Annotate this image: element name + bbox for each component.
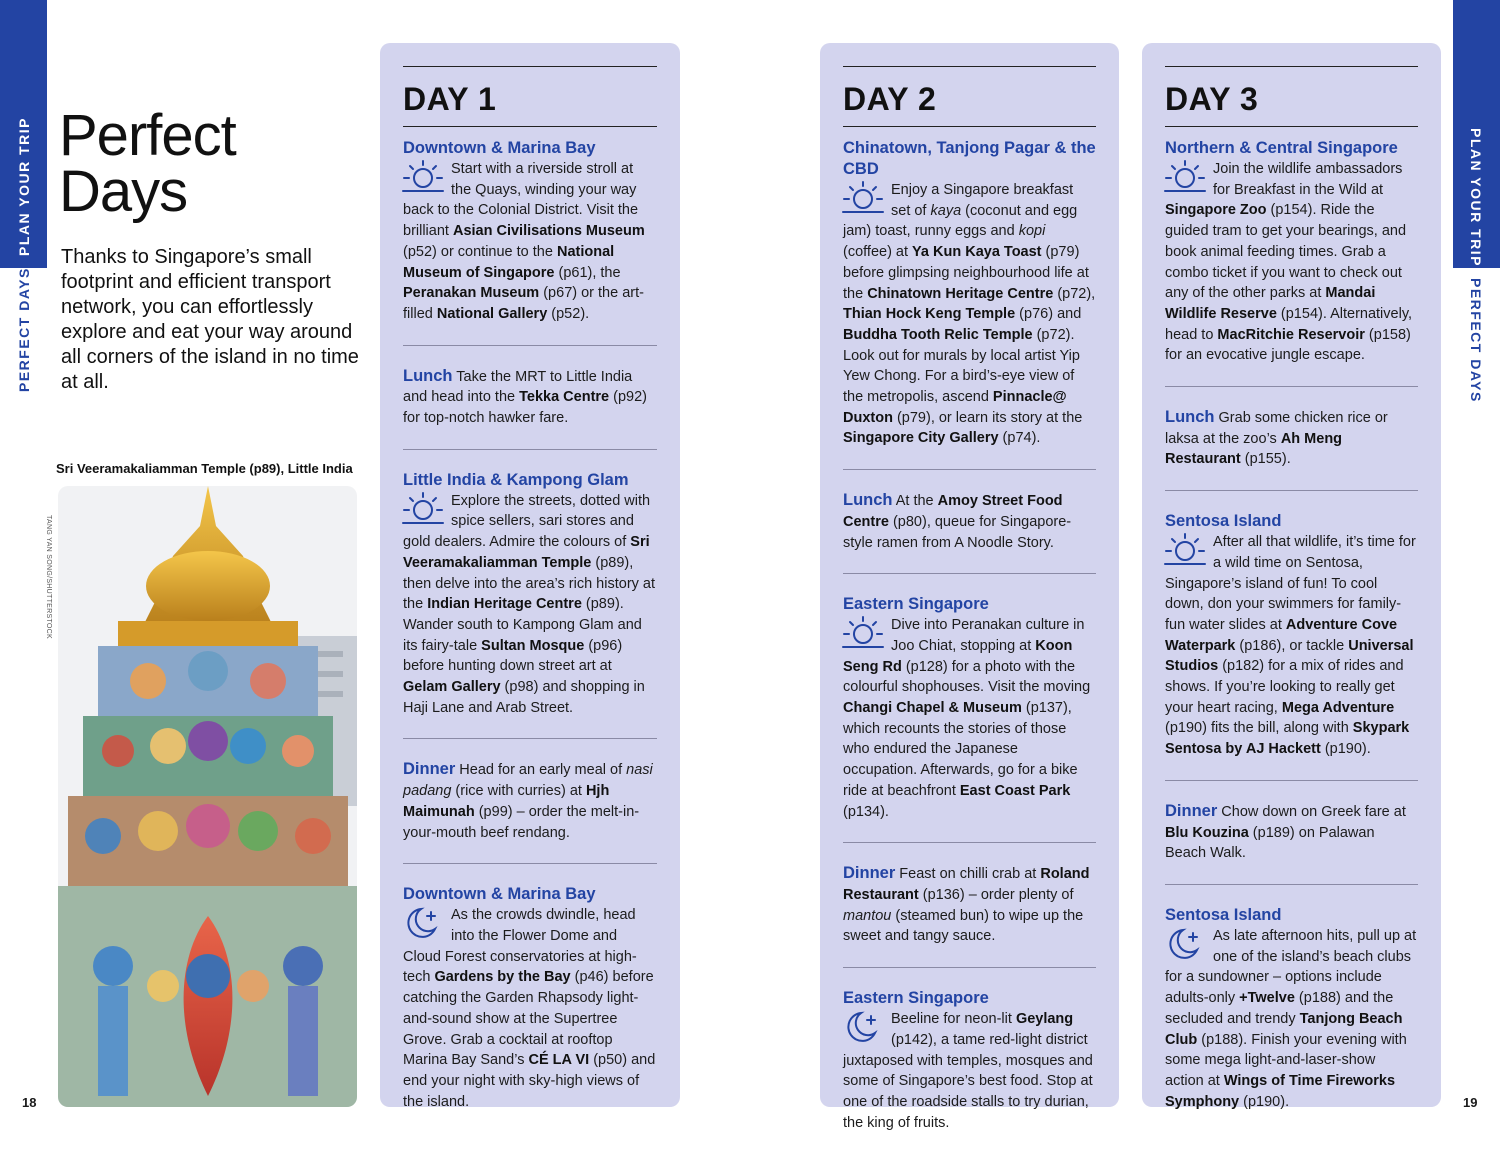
itinerary-section-inline [843, 863, 1096, 947]
itinerary-section-inline [1165, 801, 1418, 864]
meal-label: Lunch [403, 366, 453, 385]
page-title [59, 103, 236, 224]
section-text: As the crowds dwindle, head into the Flower Dome and Cloud Forest conservatories at high-tech Gardens by the Bay (p46) before catching the Garden Rhapsody light-and-sound show at the Supertree Grove. Grab a cocktail at rooftop Marina Bay Sand’s CÉ LA VI (p50) and end your night with sky-high views of the island. [403, 905, 657, 1112]
section-text: Explore the streets, dotted with spice sellers, sari stores and gold dealers. Admire the colours of Sri Veeramakaliamman Temple (p89), then delve into the area’s rich history at the Indian Heritage Centre (p89). Wander south to Kampong Glam and its fairy-tale Sultan Mosque (p96) before hunting down street art at Gelam Gallery (p98) and shopping in Haji Lane and Arab Street. [403, 491, 657, 719]
day-title: DAY 3 [1165, 67, 1418, 127]
meal-label: Dinner [843, 864, 896, 883]
meal-label: Lunch [1165, 408, 1215, 427]
section-text: Head for an early meal of nasi padang (rice with curries) at Hjh Maimunah (p99) – order the melt-in-your-mouth beef rendang. [403, 762, 653, 841]
left-section-tab [0, 0, 47, 400]
section-text: Chow down on Greek fare at Blu Kouzina (p189) on Palawan Beach Walk. [1165, 803, 1406, 862]
area-title: Northern & Central Singapore [1165, 139, 1398, 157]
itinerary-section-inline [843, 490, 1096, 553]
tab-perfect-days-right: PERFECT DAYS [1468, 278, 1484, 403]
itinerary-section-afternoon [1165, 511, 1418, 760]
section-divider [403, 738, 657, 739]
area-title: Eastern Singapore [843, 989, 989, 1008]
section-text: After all that wildlife, it’s time for a wild time on Sentosa, Singapore’s island of fun! To cool down, don your swimmers for family-fun water slides at Adventure Cove Waterpark (p186), or tackle Universal Studios (p182) for a mix of rides and shows. If you’re looking to really get your heart racing, Mega Adventure (p190) fits the bill, along with Skypark Sentosa by AJ Hackett (p190). [1165, 532, 1418, 760]
sun-icon [401, 158, 445, 194]
itinerary-section-morning [1165, 138, 1418, 366]
section-text: Join the wildlife ambassadors for Breakfast in the Wild at Singapore Zoo (p154). Ride the guided tram to get your bearings, and book animal feeding times. Grab a combo ticket if you want to check out any of the other parks at Mandai Wildlife Reserve (p154). Alternatively, head to MacRitchie Reservoir (p158) for an evocative jungle escape. [1165, 159, 1418, 366]
section-text: Feast on chilli crab at Roland Restaurant (p136) – order plenty of mantou (steamed bun) to wipe up the sweet and tangy sauce. [843, 866, 1090, 945]
area-title: Sentosa Island [1165, 512, 1282, 531]
area-title: Chinatown, Tanjong Pagar & the CBD [843, 139, 1096, 178]
area-title: Downtown & Marina Bay [403, 885, 596, 904]
itinerary-section-morning [843, 138, 1096, 449]
day-card-2-content [843, 66, 1096, 1133]
photo-credit: TANG YAN SONG/SHUTTERSTOCK [45, 515, 52, 639]
page-number-right: 19 [1463, 1095, 1478, 1110]
section-divider [1165, 884, 1418, 885]
itinerary-section-night [843, 988, 1096, 1133]
section-text: Enjoy a Singapore breakfast set of kaya (coconut and egg jam) toast, runny eggs and kopi (coffee) at Ya Kun Kaya Toast (p79) before glimpsing neighbourhood life at the Chinatown Heritage Centre (p72), Thian Hock Keng Temple (p76) and Buddha Tooth Relic Temple (p72). Look out for murals by local artist Yip Yew Chong. For a bird’s-eye view of the metropolis, ascend Pinnacle@ Duxton (p79), or learn its story at the Singapore City Gallery (p74). [843, 180, 1096, 449]
section-divider [403, 345, 657, 346]
section-divider [843, 842, 1096, 843]
day-title: DAY 1 [403, 67, 657, 127]
itinerary-section-afternoon [403, 470, 657, 719]
section-text: As late afternoon hits, pull up at one of the island’s beach clubs for a sundowner – options include adults-only +Twelve (p188) and the secluded and trendy Tanjong Beach Club (p188). Finish your evening with some mega light-and-laser-show action at Wings of Time Fireworks Symphony (p190). [1165, 926, 1418, 1112]
area-title: Downtown & Marina Bay [403, 139, 596, 157]
right-section-tab [1453, 0, 1500, 403]
tab-plan-your-trip-right: PLAN YOUR TRIP [1468, 128, 1484, 267]
page-number-left: 18 [22, 1095, 37, 1110]
meal-label: Dinner [1165, 801, 1218, 820]
moon-icon [841, 1008, 885, 1044]
section-divider [1165, 386, 1418, 387]
section-divider [843, 469, 1096, 470]
moon-icon [401, 904, 445, 940]
tab-plan-your-trip: PLAN YOUR TRIP [16, 117, 32, 256]
itinerary-section-inline [403, 366, 657, 429]
itinerary-section-night [403, 884, 657, 1112]
day-title: DAY 2 [843, 67, 1096, 127]
section-text: Dive into Peranakan culture in Joo Chiat, stopping at Koon Seng Rd (p128) for a photo with the colourful shophouses. Visit the moving Changi Chapel & Museum (p137), which recounts the stories of those who endured the Japanese occupation. Afterwards, go for a bike ride at beachfront East Coast Park (p134). [843, 615, 1096, 822]
itinerary-section-morning [403, 138, 657, 325]
section-divider [843, 967, 1096, 968]
section-text: Grab some chicken rice or laksa at the zoo’s Ah Meng Restaurant (p155). [1165, 410, 1388, 468]
day-card-2 [820, 43, 1119, 1131]
day-card-3-content [1165, 66, 1418, 1112]
day-card-1-content [403, 66, 657, 1112]
section-text: Start with a riverside stroll at the Quays, winding your way back to the Colonial District. Visit the brilliant Asian Civilisations Museum (p52) or continue to the National Museum of Singapore (p61), the Peranakan Museum (p67) or the art-filled National Gallery (p52). [403, 159, 657, 325]
sun-icon [1163, 531, 1207, 567]
day-card-1 [380, 43, 680, 1110]
section-divider [843, 573, 1096, 574]
area-title: Little India & Kampong Glam [403, 470, 629, 489]
temple-photo [58, 486, 357, 1107]
itinerary-section-inline [1165, 407, 1418, 470]
tab-perfect-days: PERFECT DAYS [16, 267, 32, 392]
section-text: At the Amoy Street Food Centre (p80), queue for Singapore-style ramen from A Noodle Story. [843, 493, 1072, 551]
meal-label: Dinner [403, 760, 456, 779]
title-line-1: Perfect [59, 103, 236, 168]
moon-icon [1163, 925, 1207, 961]
day-card-3 [1142, 43, 1441, 1110]
area-title: Eastern Singapore [843, 595, 989, 614]
itinerary-section-inline [403, 759, 657, 843]
section-text: Take the MRT to Little India and head into the Tekka Centre (p92) for top-notch hawker fare. [403, 368, 647, 427]
sun-icon [401, 490, 445, 526]
sun-icon [841, 179, 885, 215]
section-text: Beeline for neon-lit Geylang (p142), a tame red-light district juxtaposed with temples, mosques and some of Singapore’s best food. Stop at one of the roadside stalls to try durian, the king of fruits. [843, 1009, 1096, 1133]
photo-caption: Sri Veeramakaliamman Temple (p89), Little India [56, 461, 353, 476]
meal-label: Lunch [843, 491, 893, 510]
section-divider [1165, 780, 1418, 781]
area-title: Sentosa Island [1165, 905, 1282, 924]
section-divider [403, 863, 657, 864]
itinerary-section-afternoon [843, 594, 1096, 822]
intro-paragraph: Thanks to Singapore’s small footprint and efficient transport network, you can effortlessly explore and eat your way around all corners of the island in no time at all. [61, 246, 359, 393]
section-divider [403, 449, 657, 450]
sun-icon [1163, 158, 1207, 194]
title-line-2: Days [59, 159, 188, 224]
sun-icon [841, 614, 885, 650]
section-divider [1165, 490, 1418, 491]
itinerary-section-night [1165, 905, 1418, 1112]
